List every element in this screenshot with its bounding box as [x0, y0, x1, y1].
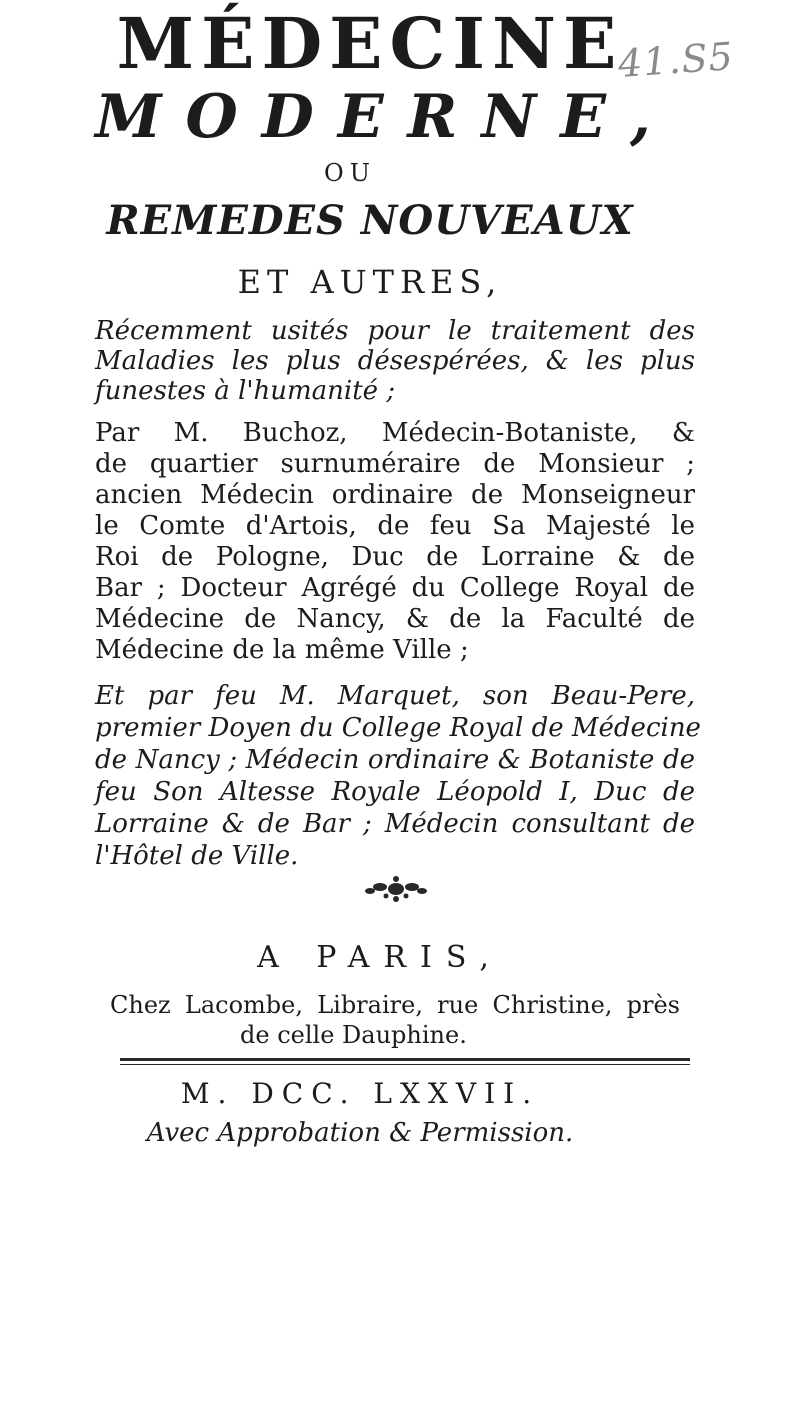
description-line: Maladies les plus désespérées, & les plus: [95, 346, 695, 376]
coauthor-line: de Nancy ; Médecin ordinaire & Botaniste de: [95, 745, 695, 775]
imprint-year: M. DCC. LXXVII.: [180, 1077, 540, 1110]
description: [95, 316, 695, 406]
coauthor-line: Lorraine & de Bar ; Médecin consultant de: [95, 809, 695, 839]
author-line: Médecine de Nancy, & de la Faculté de: [95, 604, 695, 634]
subtitle: REMEDES NOUVEAUX: [106, 197, 634, 244]
fleuron-ornament: [360, 875, 432, 903]
coauthor-line: feu Son Altesse Royale Léopold I, Duc de: [95, 777, 695, 807]
title-line-2: MODERNE,: [95, 82, 675, 152]
title-line-1: MÉDECINE: [116, 2, 624, 85]
author-line: Roi de Pologne, Duc de Lorraine & de: [95, 542, 695, 572]
coauthor-line: Et par feu M. Marquet, son Beau-Pere,: [95, 681, 695, 711]
author-line: Par M. Buchoz, Médecin-Botaniste, &: [95, 418, 695, 448]
publisher-block: [110, 990, 680, 1050]
connector-ou: OU: [324, 159, 376, 187]
description-line: funestes à l'humanité ;: [95, 376, 396, 406]
double-rule-bottom: [120, 1064, 690, 1065]
author-line: Bar ; Docteur Agrégé du College Royal de: [95, 573, 695, 603]
publisher-line: Chez Lacombe, Libraire, rue Christine, près: [110, 991, 680, 1019]
double-rule-top: [120, 1058, 690, 1061]
author-line: ancien Médecin ordinaire de Monseigneur: [95, 480, 695, 510]
privilege-line: Avec Approbation & Permission.: [146, 1118, 574, 1148]
publisher-line: de celle Dauphine.: [240, 1021, 467, 1049]
coauthor-line: l'Hôtel de Ville.: [95, 841, 299, 871]
author-line: le Comte d'Artois, de feu Sa Majesté le: [95, 511, 695, 541]
handwritten-shelf-mark: 41.S5: [616, 34, 736, 86]
and-others: ET AUTRES,: [237, 263, 503, 301]
author-line: Médecine de la même Ville ;: [95, 635, 469, 665]
author-line: de quartier surnuméraire de Monsieur ;: [95, 449, 695, 479]
author-block: [95, 418, 695, 666]
coauthor-block: [95, 680, 701, 872]
place: A PARIS,: [257, 940, 503, 975]
description-line: Récemment usités pour le traitement des: [95, 316, 695, 346]
coauthor-line: premier Doyen du College Royal de Médecine: [95, 713, 701, 743]
